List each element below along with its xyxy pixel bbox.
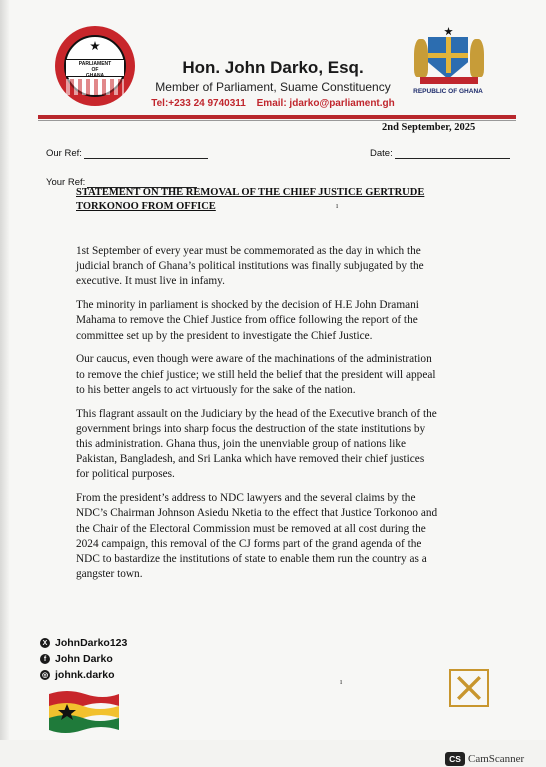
p3-line: Our caucus, even though were aware of the machinations of the administration [76, 353, 432, 366]
your-ref-label: Your Ref: [46, 177, 86, 188]
seal-text-ghana: GHANA [85, 73, 105, 79]
page-edge-shadow [0, 0, 10, 740]
header-divider-red [38, 115, 516, 119]
letter-date: 2nd September, 2025 [382, 122, 476, 133]
coa-supporter-right [470, 39, 484, 77]
social-instagram[interactable] [40, 669, 115, 681]
p1-line: judicial branch of Ghana’s political institutions was finally subjugated by the [76, 260, 424, 273]
mp-name: Hon. John Darko, Esq. [182, 58, 364, 77]
paragraph-4 [76, 407, 486, 483]
social-instagram-handle: johnk.darko [55, 669, 115, 681]
instagram-icon: ◎ [41, 672, 49, 679]
p2-line: Mahama to remove the Chief Justice from office following the report of the [76, 314, 418, 327]
p4-line: this administration. Ghana thus, join the unenviable group of nations like [76, 438, 407, 451]
coa-cross-horizontal [428, 53, 468, 58]
camscanner-logo: CS [445, 752, 465, 766]
title-line-1: STATEMENT ON THE REMOVAL OF THE CHIEF JUSTICE GERTRUDE [76, 187, 425, 198]
contact-line [0, 98, 546, 109]
p5-line: the Chair of the Electoral Commission must be removed at all cost during the [76, 522, 426, 535]
paragraph-5 [76, 491, 486, 582]
social-facebook-handle: John Darko [55, 653, 113, 665]
seal-text-of: OF [91, 67, 99, 73]
p1-line: 1st September of every year must be commemorated as the day in which the [76, 245, 421, 257]
our-ref-line [84, 150, 208, 159]
p3-line: to remove the chief justice; we still held the belief that the president will appeal [76, 368, 436, 381]
statement-body [76, 244, 486, 591]
social-x[interactable] [40, 637, 127, 649]
facebook-icon: f [40, 654, 50, 664]
seal-text-parliament: PARLIAMENT [78, 61, 112, 67]
p1-line: executive. It must live in infamy. [76, 275, 225, 288]
seal-star-icon [90, 41, 100, 51]
coat-of-arms-logo [414, 27, 484, 85]
social-x-handle: JohnDarko123 [55, 637, 128, 649]
p3-line: to his better angels to act virtuously for the sake of the nation. [76, 383, 356, 396]
paragraph-3 [76, 352, 486, 398]
statement-title [76, 186, 466, 214]
gold-stamp-logo [449, 669, 489, 707]
scan-mark: ı [336, 201, 339, 210]
date-ref-label: Date: [370, 148, 393, 159]
stamp-mark-icon [457, 676, 481, 700]
p5-line: NDC to bastardize the institutions of state to enable them run the country as a [76, 553, 427, 566]
paragraph-2 [76, 298, 486, 344]
date-ref [370, 148, 510, 159]
header-divider-grey [38, 120, 516, 121]
p5-line: gangster town. [76, 568, 143, 581]
date-ref-line [395, 150, 510, 159]
mp-role: Member of Parliament, Suame Constituency [155, 80, 391, 94]
contact-email: Email: jdarko@parliament.gh [256, 98, 395, 109]
contact-tel: Tel:+233 24 9740311 [151, 98, 246, 109]
ghana-flag-icon [47, 688, 121, 734]
social-facebook[interactable] [40, 653, 113, 665]
p5-line: From the president’s address to NDC lawyers and the several claims by the [76, 492, 416, 505]
x-twitter-icon: X [40, 638, 50, 648]
our-ref [46, 148, 208, 159]
coa-supporter-left [414, 39, 428, 77]
p5-line: 2024 campaign, this removal of the CJ forms part of the grand agenda of the [76, 537, 422, 550]
our-ref-label: Our Ref: [46, 148, 82, 159]
camscanner-label: CamScanner [468, 753, 525, 765]
p2-line: The minority in parliament is shocked by the decision of H.E John Dramani [76, 299, 419, 312]
scan-mark: ı [340, 677, 343, 686]
coa-star-icon [444, 27, 453, 36]
republic-label: REPUBLIC OF GHANA [413, 88, 483, 95]
p4-line: This flagrant assault on the Judiciary by the head of the Executive branch of the [76, 407, 437, 420]
p2-line: committee set up by the president to investigate the Chief Justice. [76, 329, 373, 342]
title-line-2: TORKONOO FROM OFFICE [76, 201, 216, 212]
p5-line: NDC’s Chairman Johnson Asiedu Nketia to the effect that Justice Torkonoo and [76, 507, 438, 520]
coa-ribbon [420, 77, 478, 84]
p4-line: Pakistan, Bangladesh, and Sri Lanka which have removed their chief justices [76, 453, 425, 466]
p4-line: government brings into sharp focus the destruction of the state institutions by [76, 422, 426, 435]
paragraph-1 [76, 244, 486, 290]
p4-line: for political purposes. [76, 468, 175, 481]
